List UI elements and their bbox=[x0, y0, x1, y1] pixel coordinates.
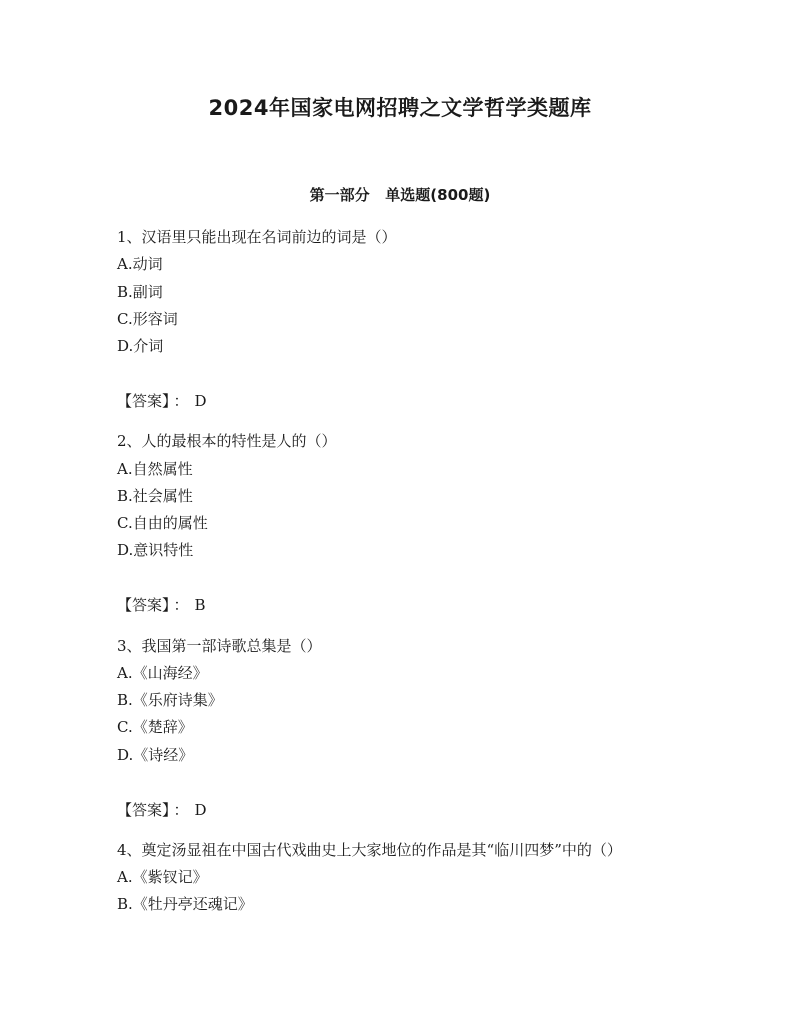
option-d: D.《诗经》 bbox=[117, 745, 194, 764]
question-block bbox=[117, 224, 687, 415]
option-c: C.《楚辞》 bbox=[117, 718, 193, 737]
section-heading: 第一部分 单选题(800题) bbox=[309, 186, 491, 204]
option-a: A.动词 bbox=[117, 255, 163, 274]
answer-line bbox=[117, 797, 687, 824]
option-d: D.介词 bbox=[117, 337, 164, 356]
option-c: C.自由的属性 bbox=[117, 514, 208, 533]
answer-separator: ： bbox=[173, 391, 189, 410]
answer-separator: ： bbox=[173, 596, 189, 615]
question-block bbox=[117, 428, 687, 619]
option-a: A.自然属性 bbox=[117, 459, 193, 478]
answer-value: D bbox=[194, 391, 207, 410]
option-b: B.副词 bbox=[117, 282, 163, 301]
option-b: B.社会属性 bbox=[117, 486, 193, 505]
question-stem: 4、奠定汤显祖在中国古代戏曲史上大家地位的作品是其“临川四梦”中的（） bbox=[117, 840, 622, 859]
option-a: A.《山海经》 bbox=[117, 663, 208, 682]
answer-value: D bbox=[194, 800, 207, 819]
question-block bbox=[117, 837, 687, 919]
answer-line bbox=[117, 592, 687, 619]
option-c: C.形容词 bbox=[117, 309, 178, 328]
option-d: D.意识特性 bbox=[117, 541, 194, 560]
question-list bbox=[117, 224, 687, 919]
option-a: A.《紫钗记》 bbox=[117, 868, 208, 887]
document-title: 2024年国家电网招聘之文学哲学类题库 bbox=[208, 96, 592, 120]
question-stem: 2、人的最根本的特性是人的（） bbox=[117, 432, 337, 451]
answer-separator: ： bbox=[173, 800, 189, 819]
question-block bbox=[117, 633, 687, 824]
option-b: B.《乐府诗集》 bbox=[117, 691, 223, 710]
answer-label: 【答案】 bbox=[117, 391, 170, 410]
question-stem: 1、汉语里只能出现在名词前边的词是（） bbox=[117, 228, 397, 246]
option-b: B.《牡丹亭还魂记》 bbox=[117, 895, 253, 914]
question-stem: 3、我国第一部诗歌总集是（） bbox=[117, 636, 322, 655]
answer-line bbox=[117, 388, 687, 415]
answer-label: 【答案】 bbox=[117, 800, 170, 819]
answer-label: 【答案】 bbox=[117, 596, 170, 615]
answer-value: B bbox=[194, 596, 206, 615]
